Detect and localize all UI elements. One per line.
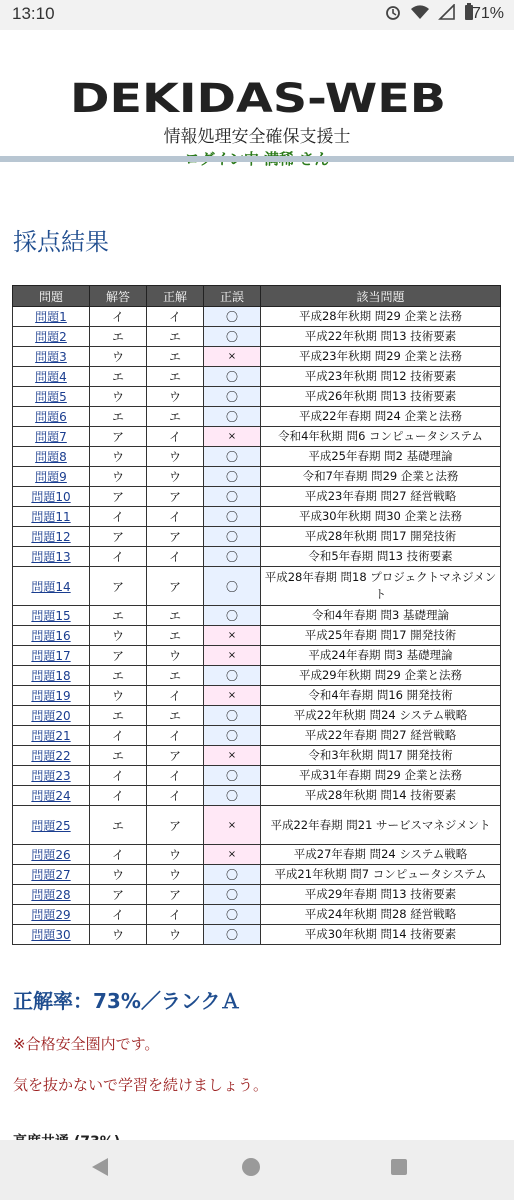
- correct-answer-cell: エ: [147, 606, 204, 626]
- topic-cell: 平成28年秋期 問17 開発技術: [261, 527, 501, 547]
- table-row: [13, 567, 501, 606]
- question-link[interactable]: 問題20: [31, 709, 71, 723]
- back-icon[interactable]: [92, 1158, 108, 1176]
- correct-answer-cell: イ: [147, 307, 204, 327]
- answer-cell: ア: [90, 567, 147, 606]
- correct-mark: 〇: [204, 527, 261, 547]
- topic-cell: 平成23年秋期 問12 技術要素: [261, 367, 501, 387]
- col-correct: 正解: [147, 286, 204, 307]
- correct-mark: 〇: [204, 786, 261, 806]
- question-cell: [13, 766, 90, 786]
- question-link[interactable]: 問題22: [31, 749, 71, 763]
- correct-answer-cell: ウ: [147, 845, 204, 865]
- correct-answer-cell: エ: [147, 347, 204, 367]
- table-row: [13, 925, 501, 945]
- correct-mark: 〇: [204, 467, 261, 487]
- correct-mark: 〇: [204, 567, 261, 606]
- question-link[interactable]: 問題14: [31, 579, 71, 594]
- answer-cell: エ: [90, 706, 147, 726]
- answer-cell: ウ: [90, 686, 147, 706]
- correct-answer-cell: エ: [147, 666, 204, 686]
- question-link[interactable]: 問題8: [35, 450, 67, 464]
- correct-mark: 〇: [204, 666, 261, 686]
- question-link[interactable]: 問題10: [31, 490, 71, 504]
- question-cell: [13, 845, 90, 865]
- correct-answer-cell: ア: [147, 806, 204, 845]
- correct-answer-cell: ア: [147, 746, 204, 766]
- correct-mark: 〇: [204, 706, 261, 726]
- question-cell: [13, 885, 90, 905]
- home-icon[interactable]: [242, 1158, 260, 1176]
- question-link[interactable]: 問題2: [35, 330, 67, 344]
- table-row: [13, 786, 501, 806]
- correct-mark: 〇: [204, 865, 261, 885]
- answer-cell: ア: [90, 487, 147, 507]
- encouragement-message: 気を抜かないで学習を続けましょう。: [13, 1076, 269, 1094]
- battery-percent: 71%: [471, 5, 504, 22]
- topic-cell: 平成23年秋期 問29 企業と法務: [261, 347, 501, 367]
- question-cell: [13, 567, 90, 606]
- status-bar: [0, 0, 514, 30]
- question-cell: [13, 626, 90, 646]
- topic-cell: 平成29年秋期 問29 企業と法務: [261, 666, 501, 686]
- wifi-icon: [410, 4, 430, 20]
- question-cell: [13, 905, 90, 925]
- correct-answer-cell: エ: [147, 407, 204, 427]
- question-link[interactable]: 問題5: [35, 390, 67, 404]
- topic-cell: 平成26年秋期 問13 技術要素: [261, 387, 501, 407]
- table-row: [13, 626, 501, 646]
- topic-cell: 平成30年秋期 問14 技術要素: [261, 925, 501, 945]
- correct-mark: 〇: [204, 905, 261, 925]
- table-row: [13, 427, 501, 447]
- question-link[interactable]: 問題16: [31, 629, 71, 643]
- correct-answer-cell: ウ: [147, 865, 204, 885]
- status-time: 13:10: [12, 4, 55, 23]
- answer-cell: ア: [90, 427, 147, 447]
- correct-mark: 〇: [204, 487, 261, 507]
- correct-mark: 〇: [204, 606, 261, 626]
- table-row: [13, 606, 501, 626]
- recents-icon[interactable]: [391, 1159, 407, 1175]
- topic-cell: 平成22年秋期 問13 技術要素: [261, 327, 501, 347]
- correct-mark: 〇: [204, 547, 261, 567]
- question-link[interactable]: 問題7: [35, 430, 67, 444]
- topic-cell: 令和3年秋期 問17 開発技術: [261, 746, 501, 766]
- topic-cell: 令和4年秋期 問6 コンピュータシステム: [261, 427, 501, 447]
- table-row: [13, 766, 501, 786]
- question-cell: [13, 427, 90, 447]
- correct-mark: 〇: [204, 387, 261, 407]
- question-cell: [13, 467, 90, 487]
- question-cell: [13, 407, 90, 427]
- answer-cell: イ: [90, 547, 147, 567]
- table-row: [13, 307, 501, 327]
- table-row: [13, 885, 501, 905]
- topic-cell: 平成21年秋期 問7 コンピュータシステム: [261, 865, 501, 885]
- answer-cell: エ: [90, 666, 147, 686]
- answer-cell: ウ: [90, 925, 147, 945]
- question-link[interactable]: 問題28: [31, 888, 71, 902]
- results-table: [12, 285, 501, 945]
- question-cell: [13, 487, 90, 507]
- table-row: [13, 467, 501, 487]
- table-row: [13, 407, 501, 427]
- wrong-mark: ×: [204, 686, 261, 706]
- correct-answer-cell: イ: [147, 786, 204, 806]
- table-row: [13, 905, 501, 925]
- correct-mark: 〇: [204, 766, 261, 786]
- question-link[interactable]: 問題21: [31, 729, 71, 743]
- table-row: [13, 487, 501, 507]
- question-cell: [13, 606, 90, 626]
- question-cell: [13, 786, 90, 806]
- col-judgement: 正誤: [204, 286, 261, 307]
- status-icons: [384, 3, 474, 21]
- correct-answer-cell: エ: [147, 626, 204, 646]
- question-link[interactable]: 問題18: [31, 669, 71, 683]
- col-question: 問題: [13, 286, 90, 307]
- correct-mark: 〇: [204, 447, 261, 467]
- wrong-mark: ×: [204, 347, 261, 367]
- correct-answer-cell: イ: [147, 726, 204, 746]
- wrong-mark: ×: [204, 646, 261, 666]
- correct-answer-cell: イ: [147, 427, 204, 447]
- topic-cell: 平成24年春期 問3 基礎理論: [261, 646, 501, 666]
- table-row: [13, 666, 501, 686]
- topic-cell: 平成27年春期 問24 システム戦略: [261, 845, 501, 865]
- score-summary: 正解率：73%／ランクＡ: [13, 989, 241, 1013]
- answer-cell: ア: [90, 527, 147, 547]
- question-link[interactable]: 問題17: [31, 649, 71, 663]
- question-link[interactable]: 問題13: [31, 550, 71, 564]
- question-cell: [13, 447, 90, 467]
- topic-cell: 平成31年春期 問29 企業と法務: [261, 766, 501, 786]
- header-divider: [0, 156, 514, 162]
- topic-cell: 平成29年春期 問13 技術要素: [261, 885, 501, 905]
- question-cell: [13, 547, 90, 567]
- correct-answer-cell: エ: [147, 367, 204, 387]
- correct-answer-cell: イ: [147, 507, 204, 527]
- answer-cell: ア: [90, 646, 147, 666]
- correct-answer-cell: エ: [147, 327, 204, 347]
- question-link[interactable]: 問題3: [35, 350, 67, 364]
- question-cell: [13, 726, 90, 746]
- question-cell: [13, 706, 90, 726]
- correct-mark: 〇: [204, 726, 261, 746]
- question-link[interactable]: 問題24: [31, 789, 71, 803]
- table-row: [13, 547, 501, 567]
- question-link[interactable]: 問題15: [31, 609, 71, 623]
- col-topic: 該当問題: [261, 286, 501, 307]
- answer-cell: ウ: [90, 865, 147, 885]
- dekidas-web-logo[interactable]: [68, 78, 448, 118]
- question-link[interactable]: 問題27: [31, 868, 71, 882]
- question-cell: [13, 367, 90, 387]
- correct-mark: 〇: [204, 885, 261, 905]
- answer-cell: エ: [90, 806, 147, 845]
- topic-cell: 平成25年春期 問17 開発技術: [261, 626, 501, 646]
- answer-cell: エ: [90, 407, 147, 427]
- table-row: [13, 746, 501, 766]
- answer-cell: イ: [90, 307, 147, 327]
- answer-cell: イ: [90, 845, 147, 865]
- answer-cell: イ: [90, 786, 147, 806]
- answer-cell: エ: [90, 327, 147, 347]
- question-cell: [13, 507, 90, 527]
- topic-cell: 平成30年秋期 問30 企業と法務: [261, 507, 501, 527]
- answer-cell: エ: [90, 367, 147, 387]
- wrong-mark: ×: [204, 806, 261, 845]
- correct-mark: 〇: [204, 507, 261, 527]
- col-answer: 解答: [90, 286, 147, 307]
- topic-cell: 平成25年春期 問2 基礎理論: [261, 447, 501, 467]
- topic-cell: 平成22年春期 問27 経営戦略: [261, 726, 501, 746]
- question-cell: [13, 387, 90, 407]
- question-link[interactable]: 問題26: [31, 848, 71, 862]
- topic-cell: 平成28年秋期 問14 技術要素: [261, 786, 501, 806]
- table-row: [13, 806, 501, 845]
- correct-mark: 〇: [204, 407, 261, 427]
- question-cell: [13, 646, 90, 666]
- question-cell: [13, 686, 90, 706]
- topic-cell: 平成28年秋期 問29 企業と法務: [261, 307, 501, 327]
- correct-answer-cell: イ: [147, 686, 204, 706]
- topic-cell: 平成22年秋期 問24 システム戦略: [261, 706, 501, 726]
- answer-cell: ウ: [90, 347, 147, 367]
- table-row: [13, 387, 501, 407]
- question-cell: [13, 865, 90, 885]
- correct-answer-cell: ア: [147, 487, 204, 507]
- question-link[interactable]: 問題4: [35, 370, 67, 384]
- table-row: [13, 845, 501, 865]
- table-row: [13, 327, 501, 347]
- page-title: 採点結果: [13, 228, 109, 256]
- question-cell: [13, 307, 90, 327]
- topic-cell: 令和5年春期 問13 技術要素: [261, 547, 501, 567]
- answer-cell: イ: [90, 766, 147, 786]
- question-cell: [13, 347, 90, 367]
- topic-cell: 令和4年春期 問3 基礎理論: [261, 606, 501, 626]
- topic-cell: 令和7年春期 問29 企業と法務: [261, 467, 501, 487]
- correct-answer-cell: ウ: [147, 467, 204, 487]
- topic-cell: 平成24年秋期 問28 経営戦略: [261, 905, 501, 925]
- correct-answer-cell: イ: [147, 766, 204, 786]
- table-row: [13, 646, 501, 666]
- table-row: [13, 527, 501, 547]
- question-link[interactable]: 問題9: [35, 470, 67, 484]
- table-row: [13, 347, 501, 367]
- correct-answer-cell: ア: [147, 567, 204, 606]
- signal-icon: [438, 4, 456, 20]
- question-cell: [13, 327, 90, 347]
- answer-cell: ウ: [90, 447, 147, 467]
- results-body: [13, 307, 501, 945]
- exam-title: 情報処理安全確保支援士: [163, 127, 351, 147]
- question-link[interactable]: 問題1: [35, 310, 67, 324]
- table-row: [13, 706, 501, 726]
- correct-mark: 〇: [204, 367, 261, 387]
- correct-answer-cell: ウ: [147, 646, 204, 666]
- answer-cell: エ: [90, 606, 147, 626]
- wrong-mark: ×: [204, 746, 261, 766]
- answer-cell: イ: [90, 507, 147, 527]
- question-link[interactable]: 問題11: [31, 510, 71, 524]
- topic-cell: 令和4年春期 問16 開発技術: [261, 686, 501, 706]
- correct-answer-cell: ウ: [147, 387, 204, 407]
- table-row: [13, 686, 501, 706]
- question-cell: [13, 746, 90, 766]
- question-cell: [13, 925, 90, 945]
- question-link[interactable]: 問題30: [31, 928, 71, 942]
- table-header-row: [13, 286, 501, 307]
- answer-cell: ア: [90, 885, 147, 905]
- correct-answer-cell: ア: [147, 885, 204, 905]
- wrong-mark: ×: [204, 427, 261, 447]
- correct-answer-cell: イ: [147, 547, 204, 567]
- correct-answer-cell: イ: [147, 905, 204, 925]
- table-row: [13, 865, 501, 885]
- question-cell: [13, 666, 90, 686]
- table-row: [13, 507, 501, 527]
- table-row: [13, 447, 501, 467]
- logo-text: DEKIDAS-WEB: [70, 78, 446, 118]
- question-link[interactable]: 問題19: [31, 689, 71, 703]
- site-header: [0, 30, 514, 154]
- alarm-icon: [384, 3, 402, 21]
- correct-answer-cell: ウ: [147, 925, 204, 945]
- correct-mark: 〇: [204, 327, 261, 347]
- topic-cell: 平成23年春期 問27 経営戦略: [261, 487, 501, 507]
- correct-mark: 〇: [204, 925, 261, 945]
- correct-answer-cell: エ: [147, 706, 204, 726]
- answer-cell: ウ: [90, 467, 147, 487]
- table-row: [13, 367, 501, 387]
- answer-cell: ウ: [90, 387, 147, 407]
- question-link[interactable]: 問題25: [31, 818, 71, 833]
- answer-cell: ウ: [90, 626, 147, 646]
- correct-answer-cell: ア: [147, 527, 204, 547]
- answer-cell: イ: [90, 905, 147, 925]
- question-link[interactable]: 問題29: [31, 908, 71, 922]
- question-link[interactable]: 問題6: [35, 410, 67, 424]
- answer-cell: エ: [90, 746, 147, 766]
- question-link[interactable]: 問題12: [31, 530, 71, 544]
- question-cell: [13, 527, 90, 547]
- wrong-mark: ×: [204, 845, 261, 865]
- topic-cell: 平成22年春期 問21 サービスマネジメント: [261, 806, 501, 845]
- question-cell: [13, 806, 90, 845]
- table-row: [13, 726, 501, 746]
- pass-message: ※合格安全圏内です。: [13, 1035, 160, 1053]
- answer-cell: イ: [90, 726, 147, 746]
- topic-cell: 平成22年春期 問24 企業と法務: [261, 407, 501, 427]
- topic-cell: 平成28年春期 問18 プロジェクトマネジメント: [261, 567, 501, 606]
- question-link[interactable]: 問題23: [31, 769, 71, 783]
- wrong-mark: ×: [204, 626, 261, 646]
- correct-answer-cell: ウ: [147, 447, 204, 467]
- correct-mark: 〇: [204, 307, 261, 327]
